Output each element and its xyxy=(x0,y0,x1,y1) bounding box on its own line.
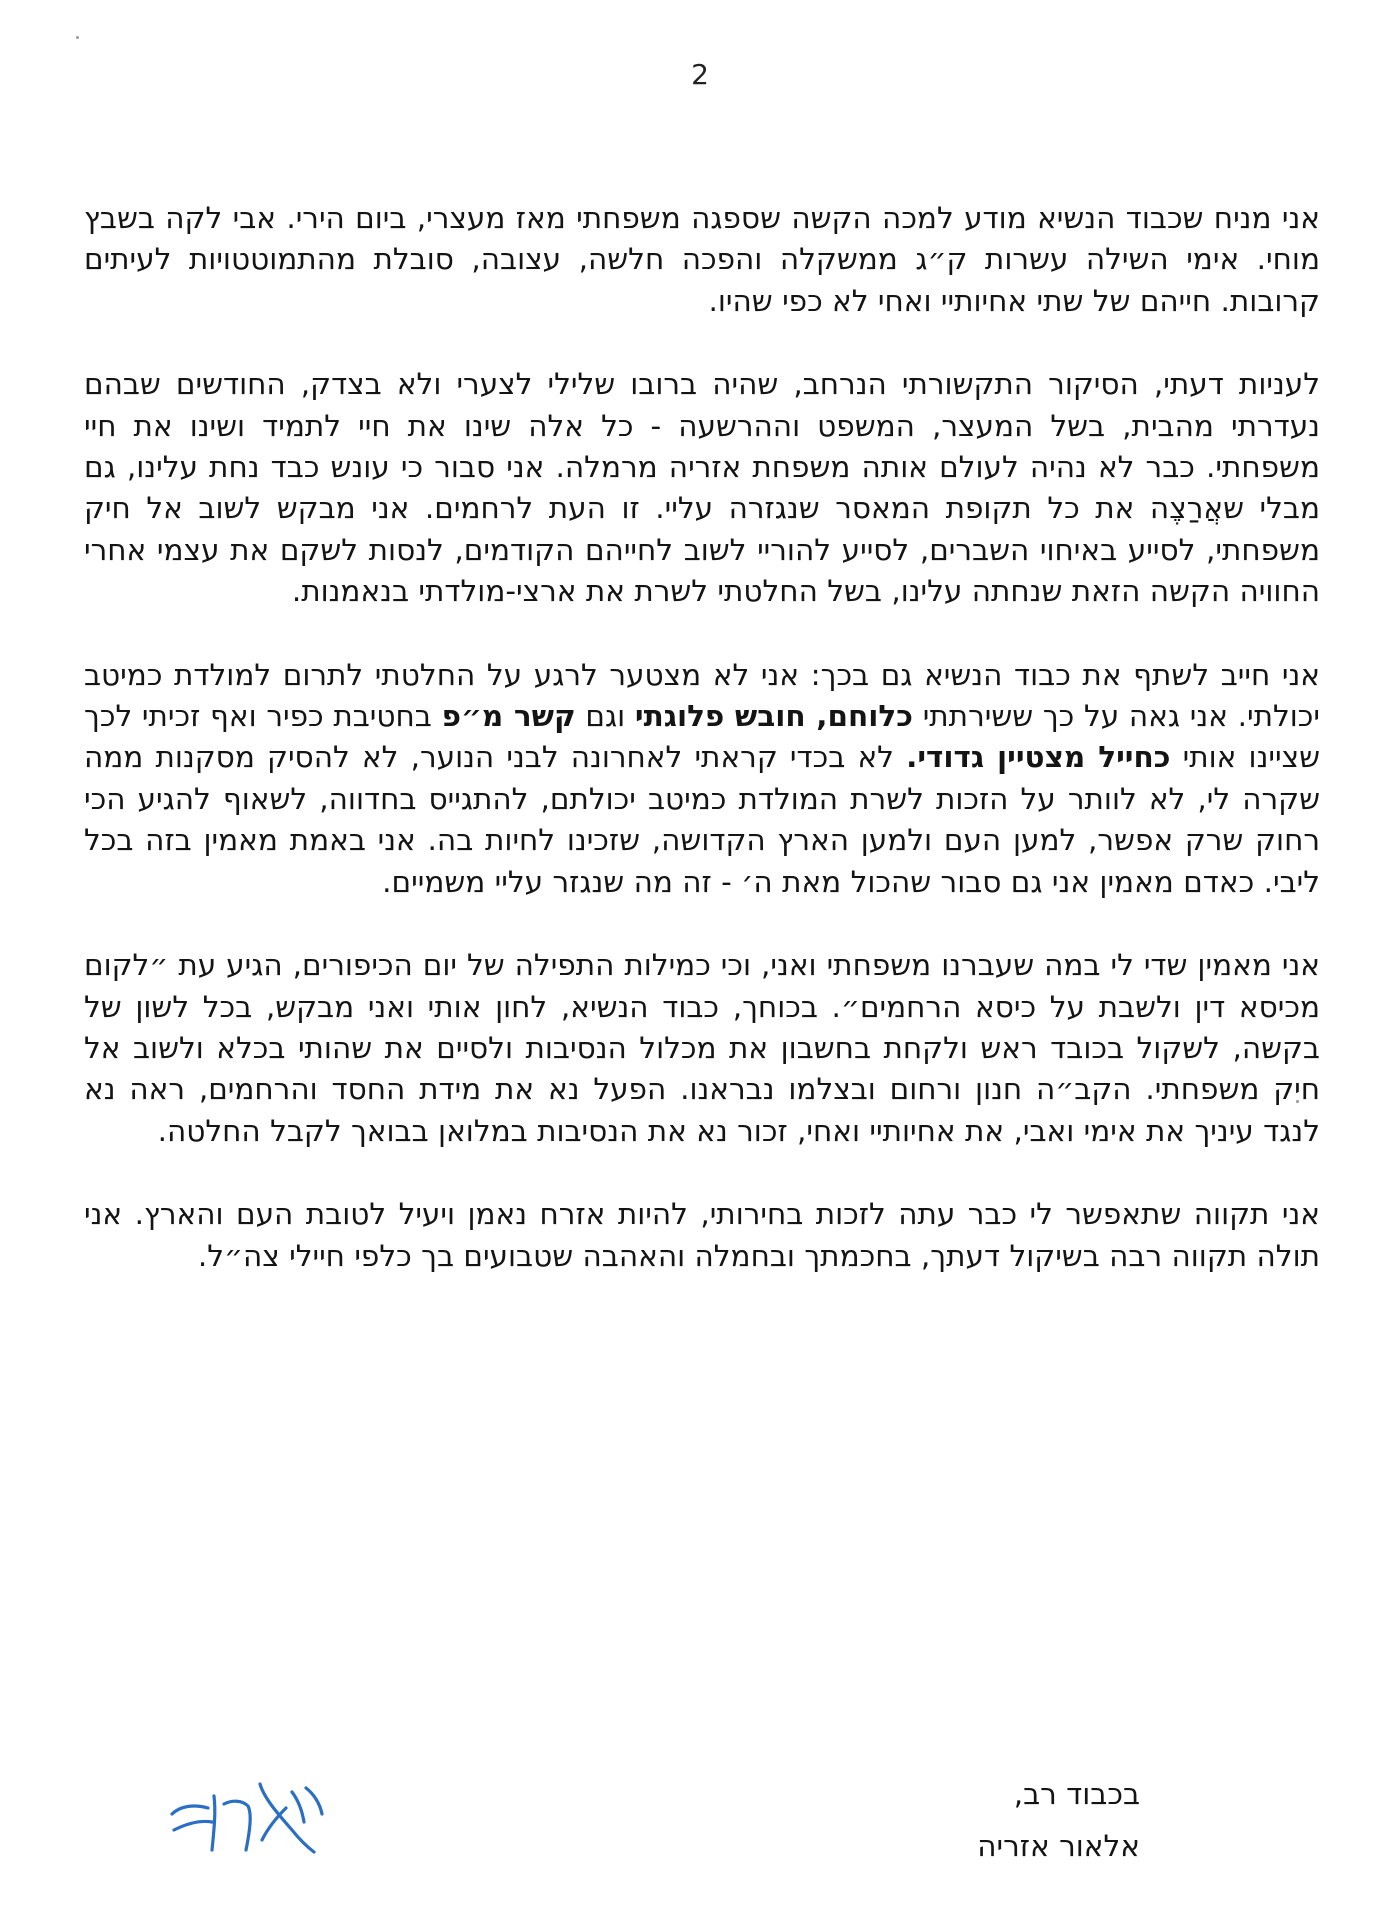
emphasis-role: קשר מ״פ xyxy=(441,699,576,734)
paragraph-media-and-request xyxy=(84,364,1320,612)
paragraph-plea-for-mercy xyxy=(84,945,1320,1152)
emphasis-role: כלוחם, חובש פלוגתי xyxy=(634,699,913,734)
paragraph-hope xyxy=(84,1194,1320,1277)
paragraph-text: לעניות דעתי, הסיקור התקשורתי הנרחב, שהיה ברובו שלילי לצערי ולא בצדק, החודשים שבהם נעדרתי מהבית, בשל המעצר, המשפט וההרשעה - כל אלה שינו את חיי לתמיד ושינו את חיי משפחתי. כבר לא נהיה לעולם אותה משפחת אזריה מרמלה. אני סבור כי עונש כבד נחת עלינו, גם מבלי שאֲרַצֶה את כל תקופת המאסר שנגזרה עליי. זו העת לרחמים. אני מבקש לשוב אל חיק משפחתי, לסייע באיחוי השברים, לסייע להוריי לשוב לחייהם הקודמים, לנסות לשקם את עצמי אחרי החוויה הקשה הזאת שנחתה עלינו, בשל החלטתי לשרת את ארצי-מולדתי בנאמנות. xyxy=(84,367,1320,609)
paragraph-military-service xyxy=(84,655,1320,903)
handwritten-signature xyxy=(168,1770,328,1865)
page-number: 2 xyxy=(691,58,709,91)
paragraph-text: וגם xyxy=(575,699,635,734)
paragraph-text: לא בכדי קראתי לאחרונה לבני הנוער, לא להסיק מסקנות ממה שקרה לי, לא לוותר על הזכות לשרת המולדת כמיטב יכולתם, להתגייס בחדווה, לשאוף להגיע הכי רחוק שרק אפשר, למען העם ולמען הארץ הקדושה, שזכינו לחיות בה. אני באמת מאמין בזה בכל ליבי. כאדם מאמין אני גם סבור שהכול מאת ה׳ - זה מה שנגזר עליי משמיים. xyxy=(84,740,1320,899)
letter-body xyxy=(84,198,1320,1319)
paragraph-text: בחטיבת כפיר ואף זכיתי לכך שציינו אותי xyxy=(84,699,1320,775)
paragraph-text: אני מאמין שדי לי במה שעברנו משפחתי ואני, וכי כמילות התפילה של יום הכיפורים, הגיע עת ״לקום מכיסא דין ולשבת על כיסא הרחמים״. בכוחך, כבוד הנשיא, לחון אותי ואני מבקש, בכל לשון של בקשה, לשקול בכובד ראש ולקחת בחשבון את מכלול הנסיבות ולסיים את שהותי בכלא ולשוב אל חיק משפחתי. הקב״ה חנון ורחום ובצלמו נבראנו. הפעל נא את מידת החסד והרחמים, ראה נא לנגד עיניך את אימי ואבי, את אחיותיי ואחי, זכור נא את הנסיבות במלואן בבואך לקבל החלטה. xyxy=(84,948,1320,1148)
signer-name: אלאור אזריה xyxy=(977,1829,1140,1863)
closing-salutation: בכבוד רב, xyxy=(1013,1777,1140,1811)
paragraph-text: אני מניח שכבוד הנשיא מודע למכה הקשה שספגה משפחתי מאז מעצרי, ביום הירי. אבי לקה בשבץ מוחי. אימי השילה עשרות ק״ג ממשקלה והפכה חלשה, עצובה, סובלת מהתמוטטויות לעיתים קרובות. חייהם של שתי אחיותיי ואחי לא כפי שהיו. xyxy=(84,201,1320,318)
scan-speck xyxy=(76,36,79,39)
emphasis-award: כחייל מצטיין גדודי. xyxy=(906,740,1171,775)
paragraph-text: אני תקווה שתאפשר לי כבר עתה לזכות בחירותי, להיות אזרח נאמן ויעיל לטובת העם והארץ. אני תולה תקווה רבה בשיקול דעתך, בחכמתך ובחמלה והאהבה שטבועים בך כלפי חיילי צה״ל. xyxy=(84,1197,1320,1273)
paragraph-family-impact xyxy=(84,198,1320,322)
paragraph-text: אני חייב לשתף את כבוד הנשיא גם בכך: אני לא מצטער לרגע על החלטתי לתרום למולדת כמיטב יכולתי. אני גאה על כך ששירתתי xyxy=(84,657,1320,734)
letter-closing xyxy=(977,1768,1140,1872)
